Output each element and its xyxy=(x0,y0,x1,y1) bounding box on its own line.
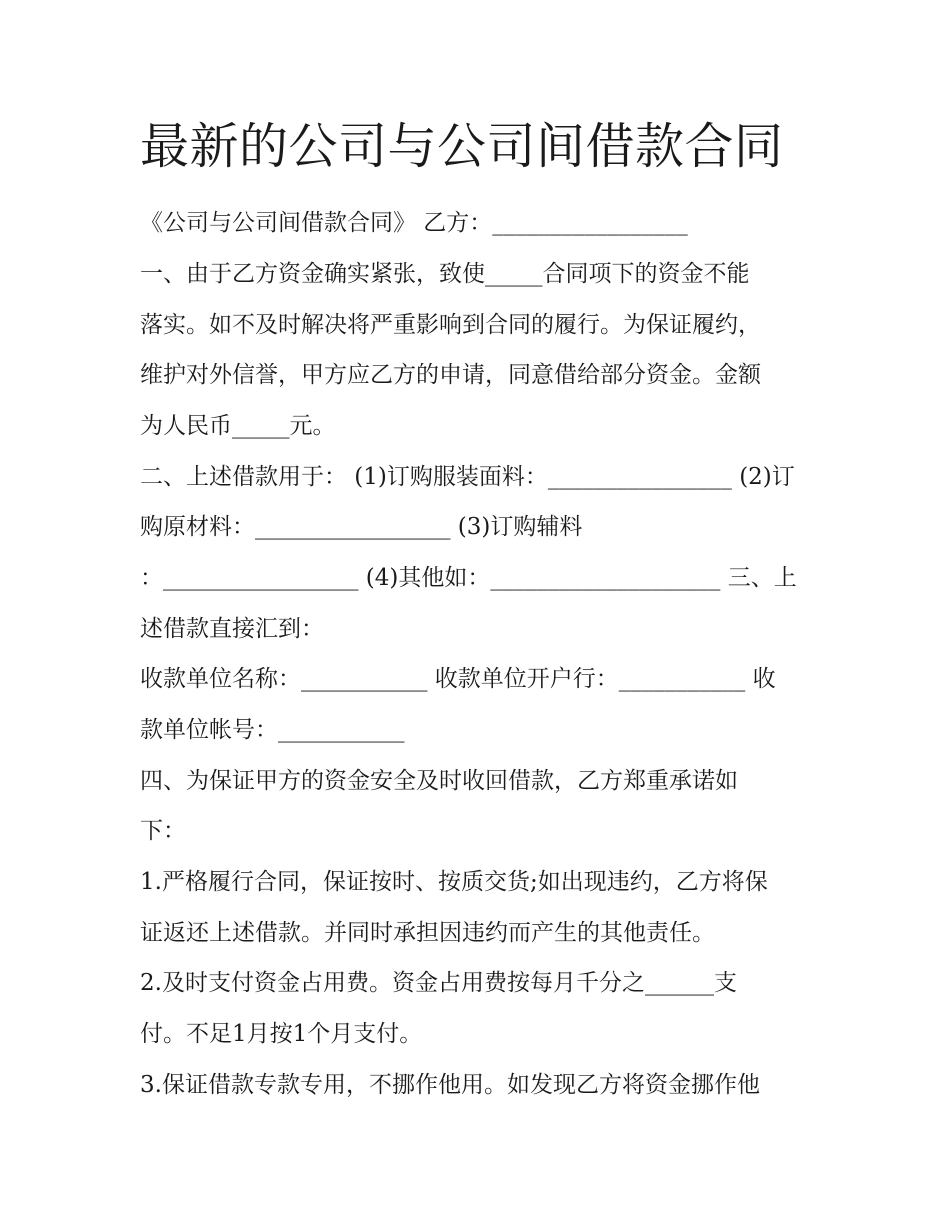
text-line: 证返还上述借款。并同时承担因违约而产生的其他责任。 xyxy=(140,920,715,946)
text-line: 述借款直接汇到： xyxy=(140,616,324,642)
text-line: 一、由于乙方资金确实紧张，致使_____合同项下的资金不能 xyxy=(140,261,750,287)
text-line: 四、为保证甲方的资金安全及时收回借款，乙方郑重承诺如 xyxy=(140,768,738,794)
text-line: 《公司与公司间借款合同》 乙方：_________________ xyxy=(140,210,688,236)
text-line: 收款单位名称：___________ 收款单位开户行：___________ 收 xyxy=(140,666,776,692)
text-line: 款单位帐号：___________ xyxy=(140,717,405,743)
text-line: 付。不足1月按1个月支付。 xyxy=(140,1021,423,1047)
text-line: 维护对外信誉，甲方应乙方的申请，同意借给部分资金。金额 xyxy=(140,362,761,388)
text-line: 3.保证借款专款专用，不挪作他用。如发现乙方将资金挪作他 xyxy=(140,1072,760,1098)
text-line: 落实。如不及时解决将严重影响到合同的履行。为保证履约， xyxy=(140,312,761,338)
text-line: 2.及时支付资金占用费。资金占用费按每月千分之______支 xyxy=(140,970,737,996)
text-line: 1.严格履行合同，保证按时、按质交货;如出现违约，乙方将保 xyxy=(140,869,768,895)
document-title: 最新的公司与公司间借款合同 xyxy=(140,118,784,175)
text-line: 二、上述借款用于： (1)订购服装面料：________________ (2)订 xyxy=(140,464,795,490)
text-line: 为人民币_____元。 xyxy=(140,413,336,439)
text-line: 购原材料：_________________ (3)订购辅料 xyxy=(140,514,583,540)
text-line: ：_________________ (4)其他如：____________________ 三、上 xyxy=(140,565,797,591)
text-line: 下： xyxy=(140,818,186,844)
